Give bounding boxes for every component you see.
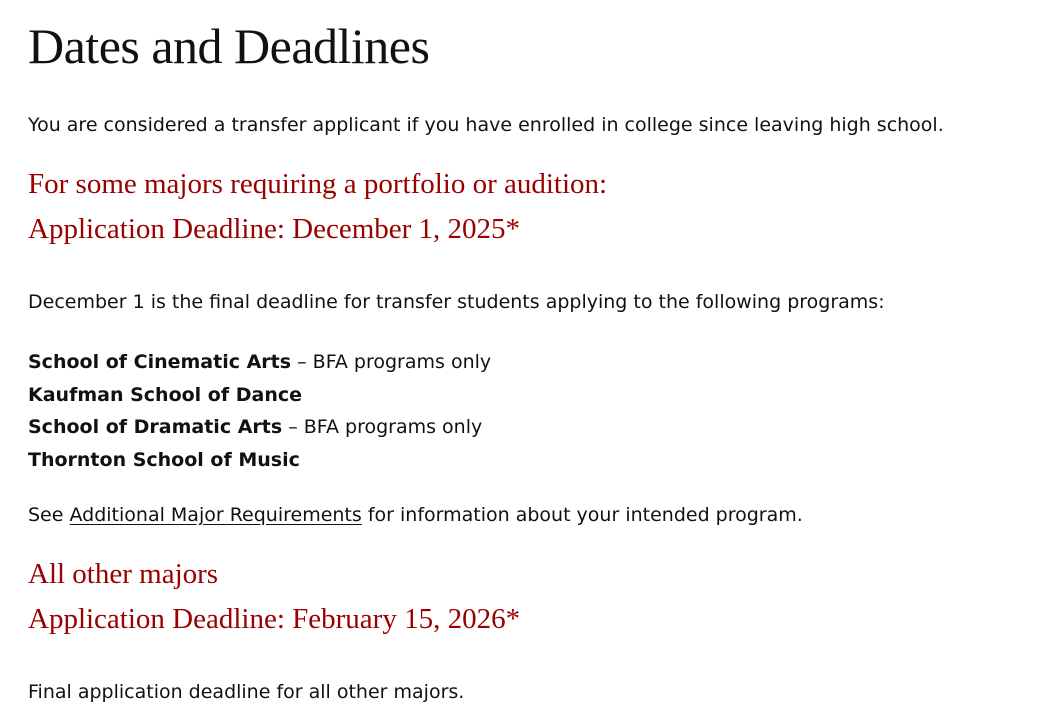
program-list	[28, 346, 491, 476]
portfolio-deadline: Application Deadline: December 1, 2025*	[28, 213, 521, 245]
program-name: School of Cinematic Arts	[28, 351, 292, 373]
program-name: Kaufman School of Dance	[28, 383, 303, 406]
see-prefix: See	[28, 504, 70, 526]
program-item	[28, 379, 491, 412]
additional-major-requirements-link[interactable]: Additional Major Requirements	[69, 504, 362, 526]
other-majors-heading: All other majors	[28, 558, 219, 590]
other-majors-description: Final application deadline for all other majors.	[28, 681, 465, 703]
program-name: Thornton School of Music	[28, 448, 300, 471]
program-item	[28, 444, 491, 477]
see-requirements-text	[28, 502, 803, 528]
program-note: – BFA programs only	[291, 351, 492, 373]
program-item	[28, 411, 491, 444]
program-item	[28, 346, 491, 379]
page-title: Dates and Deadlines	[28, 18, 430, 74]
intro-text: You are considered a transfer applicant if you have enrolled in college since leaving high school.	[28, 114, 944, 136]
program-note: – BFA programs only	[282, 416, 483, 438]
program-name: School of Dramatic Arts	[28, 416, 283, 438]
see-suffix: for information about your intended program.	[361, 504, 803, 526]
portfolio-description: December 1 is the final deadline for transfer students applying to the following programs:	[28, 291, 885, 313]
portfolio-heading: For some majors requiring a portfolio or audition:	[28, 168, 608, 200]
other-majors-deadline: Application Deadline: February 15, 2026*	[28, 603, 521, 635]
